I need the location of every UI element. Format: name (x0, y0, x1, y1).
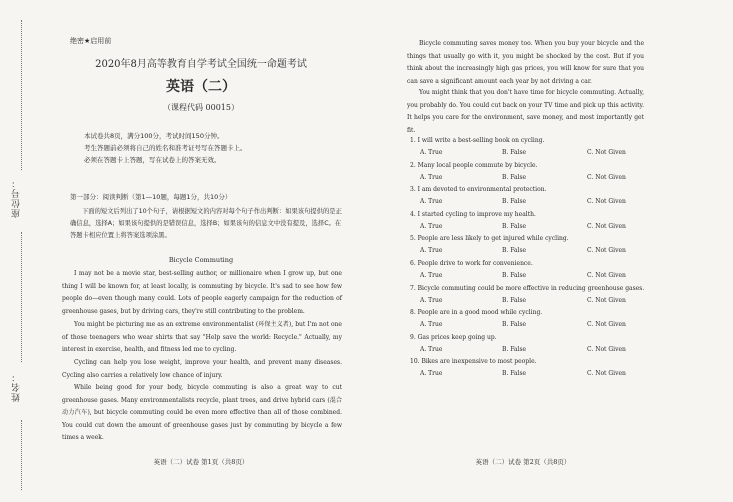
exam-notes (84, 130, 247, 166)
passage-paragraph: While being good for your body, bicycle commuting is also a great way to cut greenhouse gases. Many environmentalists recycle, plant trees, and drive hybrid cars (混合动力汽车), but bicycle commuting could be even more effective than all of those combined. You could cut down the amount of greenhouse gases just by commuting by bicycle a few times a week. (62, 384, 342, 441)
answer-option-c: C. Not Given (587, 370, 626, 378)
answer-option-c: C. Not Given (587, 296, 626, 304)
page-footer: 英语（二）试卷 第2页（共8页） (475, 458, 571, 466)
seat-number-label: 座位号： (12, 178, 22, 218)
answer-option-b: B. False (502, 370, 527, 378)
answer-option-c: C. Not Given (587, 198, 626, 206)
answer-option-b: B. False (502, 272, 527, 279)
binding-dotted-line (21, 232, 22, 362)
course-code: （课程代码 00015） (163, 103, 239, 112)
answer-option-b: B. False (502, 247, 527, 255)
answer-option-a: A. True (420, 198, 443, 206)
answer-option-a: A. True (420, 247, 443, 255)
answer-option-c: C. Not Given (587, 173, 626, 181)
question-item: 7. Bicycle commuting could be more effective in reducing greenhouse gases. (410, 284, 645, 292)
passage-paragraph: You might think that you don't have time for bicycle commuting. Actually, you probably do. You could cut back on your TV time and pick up this activity. It helps you care for the environment, save money, and most importantly get fit. (407, 89, 644, 134)
binding-dotted-line (21, 420, 22, 490)
question-item: 6. People drive to work for convenience. (410, 260, 533, 267)
instructions: 下面的短文后列出了10个句子，请根据短文的内容对每个句子作出判断：如果该句提供的是正确信息，选择A；如果该句提供的是错误信息，选择B；如果该句的信息文中没有提及，选择C。在答题卡相应位置上将答案选项涂黑。 (70, 208, 342, 239)
answer-option-a: A. True (420, 222, 443, 230)
answer-option-b: B. False (502, 345, 527, 353)
subject-title: 英语（二） (166, 79, 236, 95)
question-item: 10. Bikes are inexpensive to most people. (410, 358, 537, 366)
passage-paragraph: You might be picturing me as an extreme environmentalist (环保主义者), but I'm not one of those teenagers who wear shirts that say "Help save the world: Recycle." Actually, my interest in exercise, health, and fitness led me to cycling. (62, 321, 342, 353)
page-2 (402, 0, 644, 502)
answer-option-c: C. Not Given (587, 149, 626, 156)
answer-option-a: A. True (420, 173, 443, 181)
page-1 (60, 0, 342, 502)
answer-option-c: C. Not Given (587, 222, 626, 230)
answer-option-a: A. True (420, 296, 443, 304)
name-label: 姓名： (12, 372, 22, 402)
answer-option-a: A. True (420, 149, 443, 156)
binding-dotted-line (21, 20, 22, 170)
answer-option-b: B. False (502, 321, 527, 329)
answer-option-b: B. False (502, 198, 527, 206)
answer-option-c: C. Not Given (587, 321, 626, 329)
answer-option-a: A. True (420, 370, 443, 378)
note-line: 考生答题前必须将自己的姓名和准考证号写在答题卡上。 (84, 144, 247, 152)
secret-mark: 绝密★启用前 (70, 37, 112, 45)
passage-paragraph: Cycling can help you lose weight, improve your health, and prevent many diseases. Cycling also carries a relatively low chance of injury. (62, 359, 342, 379)
answer-option-c: C. Not Given (587, 247, 626, 255)
question-item: 3. I am devoted to environmental protection. (410, 186, 547, 194)
exam-title: 2020年8月高等教育自学考试全国统一命题考试 (95, 59, 307, 70)
answer-option-c: C. Not Given (587, 345, 626, 353)
answer-option-b: B. False (502, 173, 527, 181)
question-item: 2. Many local people commute by bicycle. (410, 161, 538, 169)
question-item: 9. Gas prices keep going up. (410, 333, 497, 341)
binding-margin (0, 0, 42, 502)
question-item: 8. People are in a good mood while cycling. (410, 309, 543, 317)
note-line: 本试卷共8页，满分100分，考试时间150分钟。 (84, 132, 224, 140)
question-item: 1. I will write a best-selling book on cycling. (410, 137, 545, 144)
answer-option-b: B. False (502, 296, 527, 304)
question-item: 4. I started cycling to improve my health. (410, 210, 536, 218)
answer-option-a: A. True (420, 272, 443, 279)
answer-option-b: B. False (502, 149, 527, 156)
page-footer: 英语（二）试卷 第1页（共8页） (153, 458, 249, 466)
answer-option-a: A. True (420, 345, 443, 353)
answer-option-a: A. True (420, 321, 443, 329)
question-item: 5. People are less likely to get injured while cycling. (410, 235, 569, 243)
answer-option-b: B. False (502, 222, 527, 230)
part-heading: 第一部分：阅读判断（第1—10题，每题1分，共10分） (70, 193, 232, 201)
passage-paragraph: Bicycle commuting saves money too. When you buy your bicycle and the things that usually go with it, you might be shocked by the cost. But if you think about the increasingly high gas prices, you will know for sure that you can save a significant amount each year by not driving a car. (407, 40, 644, 85)
note-line: 必须在答题卡上答题，写在试卷上的答案无效。 (84, 156, 221, 164)
passage-title: Bicycle Commuting (168, 256, 234, 264)
answer-option-c: C. Not Given (587, 272, 626, 279)
passage-paragraph: I may not be a movie star, best-selling author, or millionaire when I grow up, but one thing I will be known for, at least locally, is commuting by bicycle. It's sad to see how few people do—even though many could. Lots of people eagerly campaign for the reduction of greenhouse gases, but by driving cars, they're still contributing to the problem. (62, 270, 342, 315)
